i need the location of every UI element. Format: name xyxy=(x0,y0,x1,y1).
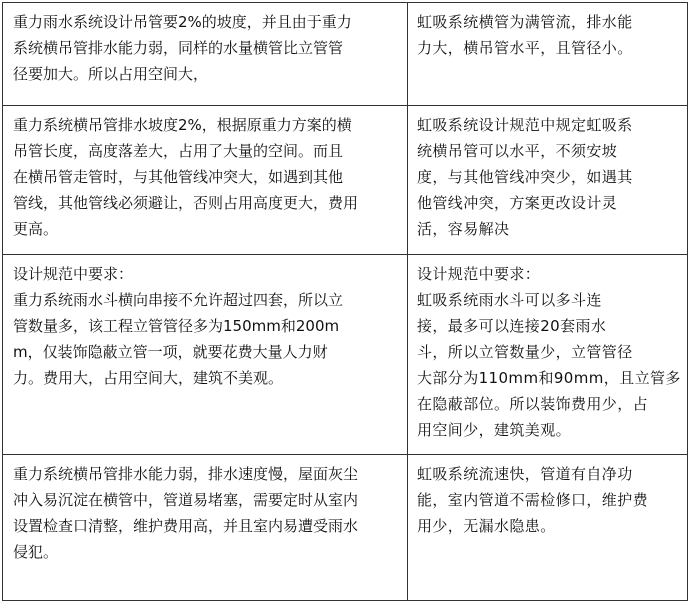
gravity-system-cell xyxy=(3,455,408,601)
siphon-system-cell xyxy=(408,455,688,601)
comparison-table xyxy=(2,2,688,601)
siphon-system-cell xyxy=(408,255,688,455)
cell-text: 虹吸系统设计规范中规定虹吸系 统横吊管可以水平，不须安坡 度，与其他管线冲突少，如遇其 他管线冲突，方案更改设计灵 活，容易解决 xyxy=(417,116,633,238)
siphon-system-cell xyxy=(408,3,688,106)
gravity-system-cell xyxy=(3,3,408,106)
cell-text: 重力系统横吊管排水坡度2%，根据原重力方案的横 吊管长度，高度落差大，占用了大量的空间。而且 在横吊管走管时，与其他管线冲突大，如遇到其他 管线，其他管线必须避让，否则占用高度更大，费用 更高。 xyxy=(13,116,359,238)
gravity-system-cell xyxy=(3,255,408,455)
table-row xyxy=(3,255,688,455)
table-row xyxy=(3,455,688,601)
gravity-system-cell xyxy=(3,106,408,255)
cell-text: 重力雨水系统设计吊管要2%的坡度，并且由于重力 系统横吊管排水能力弱，同样的水量横管比立管管 径要加大。所以占用空间大， xyxy=(13,13,352,83)
table-row xyxy=(3,106,688,255)
table-row xyxy=(3,3,688,106)
cell-text: 设计规范中要求： 虹吸系统雨水斗可以多斗连 接，最多可以连接20套雨水 斗，所以立管数量少，立管管径 大部分为110mm和90mm，且立管多 在隐蔽部位。所以装饰费用少，占 用空间少，建筑美观。 xyxy=(417,265,681,439)
cell-text: 虹吸系统横管为满管流，排水能 力大，横吊管水平，且管径小。 xyxy=(417,13,633,57)
cell-text: 重力系统横吊管排水能力弱，排水速度慢，屋面灰尘 冲入易沉淀在横管中，管道易堵塞，需要定时从室内 设置检查口清整，维护费用高，并且室内易遭受雨水 侵犯。 xyxy=(13,465,359,561)
cell-text: 虹吸系统流速快，管道有自净功 能，室内管道不需检修口，维护费 用少，无漏水隐患。 xyxy=(417,465,649,535)
siphon-system-cell xyxy=(408,106,688,255)
cell-text: 设计规范中要求： 重力系统雨水斗横向串接不允许超过四套，所以立 管数量多，该工程立管管径多为150mm和200m m，仅装饰隐蔽立管一项，就要花费大量人力财 力。费用大，占用空间大，建筑不美观。 xyxy=(13,265,344,387)
